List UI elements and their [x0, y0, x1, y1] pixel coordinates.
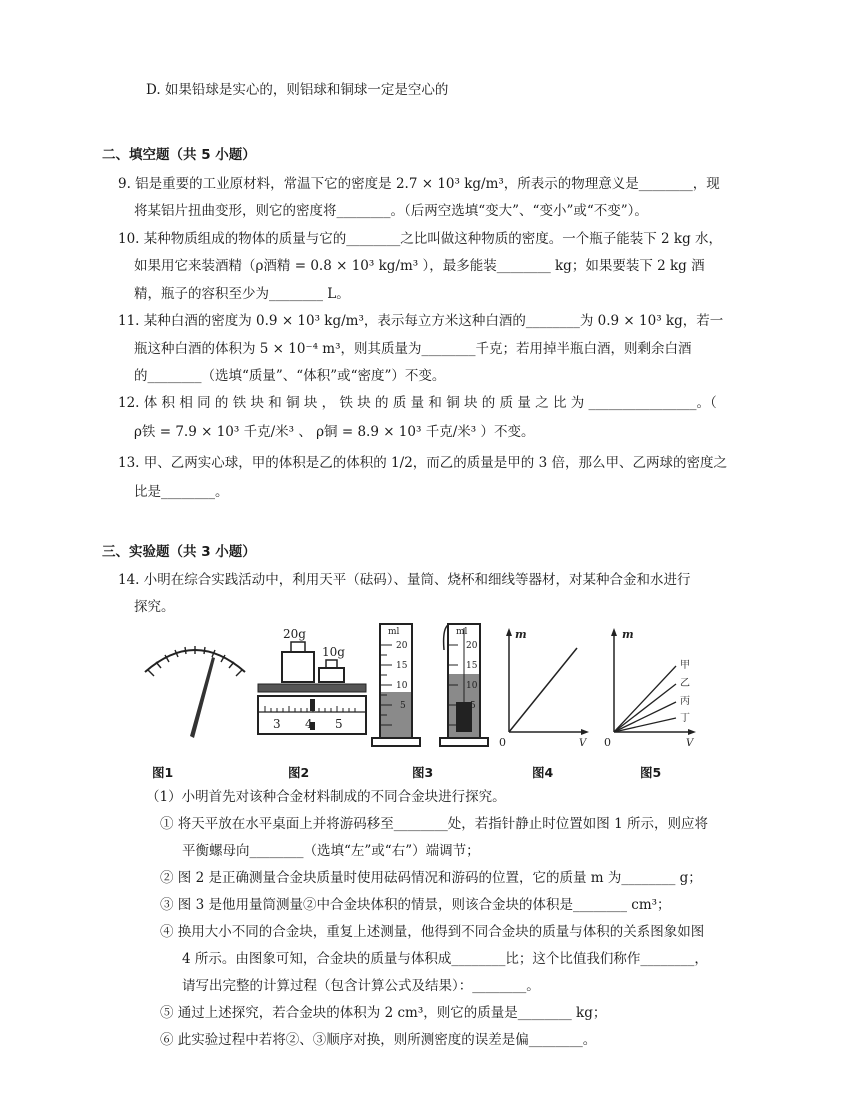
question-11-line-2: 瓶这种白酒的体积为 5 × 10⁻⁴ m³，则其质量为________千克；若用掉半瓶白酒，则剩余白酒	[134, 341, 692, 357]
fig2-weights-scale	[255, 622, 370, 752]
fig2-scale-5: 5	[335, 717, 343, 731]
section-experiment-title: 三、实验题（共 3 小题）	[102, 544, 256, 560]
fig4-caption: 图4	[532, 765, 554, 780]
question-12-line-1: 12. 体 积 相 同 的 铁 块 和 铜 块 ， 铁 块 的 质 量 和 铜 块 的 质 量 之 比 为 ________________。（	[118, 395, 717, 411]
q14-step4-line3: 请写出完整的计算过程（包含计算公式及结果）：________。	[182, 978, 540, 994]
section-fill-blank-title: 二、填空题（共 5 小题）	[102, 147, 256, 163]
fig4-mass-volume-graph	[495, 620, 595, 752]
question-10-line-3: 精，瓶子的容积至少为________ L。	[134, 286, 350, 302]
q14-step4-line1: ④ 换用大小不同的合金块，重复上述测量，他得到不同合金块的质量与体积的关系图象如图	[160, 924, 705, 940]
fig3-graduated-cylinders	[370, 620, 510, 752]
fig4-axis-v: V	[579, 738, 587, 749]
question-11-line-1: 11. 某种白酒的密度为 0.9 × 10³ kg/m³，表示每立方米这种白酒的________为 0.9 × 10³ kg，若一	[118, 313, 724, 329]
fig1-caption: 图1	[152, 765, 174, 780]
fig5-series-jia: 甲	[680, 660, 690, 671]
fig3-left-tick-20: 20	[396, 641, 408, 651]
question-14-line-1: 14. 小明在综合实践活动中，利用天平（砝码）、量筒、烧杯和细线等器材，对某种合金和水进行	[118, 572, 691, 588]
question-11-line-3: 的________（选填“质量”、“体积”或“密度”）不变。	[134, 368, 446, 384]
q14-step3: ③ 图 3 是他用量筒测量②中合金块体积的情景，则该合金块的体积是________ cm³；	[160, 897, 671, 913]
fig5-series-ding: 丁	[680, 713, 690, 724]
fig2-caption: 图2	[288, 765, 310, 780]
fig5-origin: 0	[604, 736, 611, 749]
fig3-caption: 图3	[412, 765, 434, 780]
fig5-multi-line-graph	[600, 620, 710, 752]
question-10-line-1: 10. 某种物质组成的物体的质量与它的________之比叫做这种物质的密度。一个瓶子能装下 2 kg 水，	[118, 231, 723, 247]
question-12-line-2: ρ铁 = 7.9 × 10³ 千克/米³ 、 ρ铜 = 8.9 × 10³ 千克/米³ ）不变。	[134, 424, 535, 440]
fig3-right-unit: ml	[456, 627, 468, 637]
option-d: D. 如果铅球是实心的，则铝球和铜球一定是空心的	[146, 82, 449, 98]
q14-step6: ⑥ 此实验过程中若将②、③顺序对换，则所测密度的误差是偏________。	[160, 1032, 597, 1048]
question-13-line-2: 比是________。	[134, 484, 229, 500]
fig5-series-yi: 乙	[680, 678, 690, 689]
q14-step1-line2: 平衡螺母向________（选填“左”或“右”）端调节；	[182, 843, 480, 859]
q14-step1-line1: ① 将天平放在水平桌面上并将游码移至________处，若指针静止时位置如图 1 所示，则应将	[160, 816, 708, 832]
fig3-left-tick-10: 10	[396, 681, 408, 691]
fig1-pointer-dial	[140, 630, 250, 750]
fig2-weight-10g-label: 10g	[322, 645, 345, 659]
fig3-right-tick-5: 5	[470, 701, 476, 711]
q14-part1-intro: （1）小明首先对该种合金材料制成的不同合金块进行探究。	[146, 789, 506, 805]
fig3-left-unit: ml	[388, 627, 400, 637]
fig2-scale-3: 3	[273, 717, 281, 731]
fig3-right-tick-20: 20	[466, 641, 478, 651]
fig2-scale-4: 4	[305, 717, 313, 731]
fig5-axis-v: V	[686, 738, 694, 749]
fig3-left-tick-15: 15	[396, 661, 408, 671]
fig5-axis-m: m	[622, 628, 634, 641]
q14-step2: ② 图 2 是正确测量合金块质量时使用砝码情况和游码的位置，它的质量 m 为________ g；	[160, 870, 702, 886]
question-14-line-2: 探究。	[134, 599, 175, 615]
fig5-series-bing: 丙	[680, 696, 690, 707]
fig3-left-tick-5: 5	[400, 701, 406, 711]
question-9-line-2: 将某铝片扭曲变形，则它的密度将________。（后两空选填“变大”、“变小”或“不变”）。	[134, 203, 648, 219]
fig3-right-tick-15: 15	[466, 661, 478, 671]
question-10-line-2: 如果用它来装酒精（ρ酒精 = 0.8 × 10³ kg/m³ ），最多能装________ kg；如果要装下 2 kg 酒	[134, 258, 705, 274]
question-9-line-1: 9. 铝是重要的工业原材料，常温下它的密度是 2.7 × 10³ kg/m³，所表示的物理意义是________，现	[118, 176, 720, 192]
fig3-right-tick-10: 10	[466, 681, 478, 691]
figures-row	[130, 620, 730, 780]
fig2-weight-20g-label: 20g	[283, 627, 306, 641]
fig4-axis-m: m	[515, 628, 527, 641]
fig5-caption: 图5	[640, 765, 662, 780]
q14-step4-line2: 4 所示。由图象可知，合金块的质量与体积成________比；这个比值我们称作________，	[182, 951, 708, 967]
q14-step5: ⑤ 通过上述探究，若合金块的体积为 2 cm³，则它的质量是________ kg；	[160, 1005, 607, 1021]
fig4-origin: 0	[499, 736, 506, 749]
question-13-line-1: 13. 甲、乙两实心球，甲的体积是乙的体积的 1/2，而乙的质量是甲的 3 倍，那么甲、乙两球的密度之	[118, 455, 727, 471]
